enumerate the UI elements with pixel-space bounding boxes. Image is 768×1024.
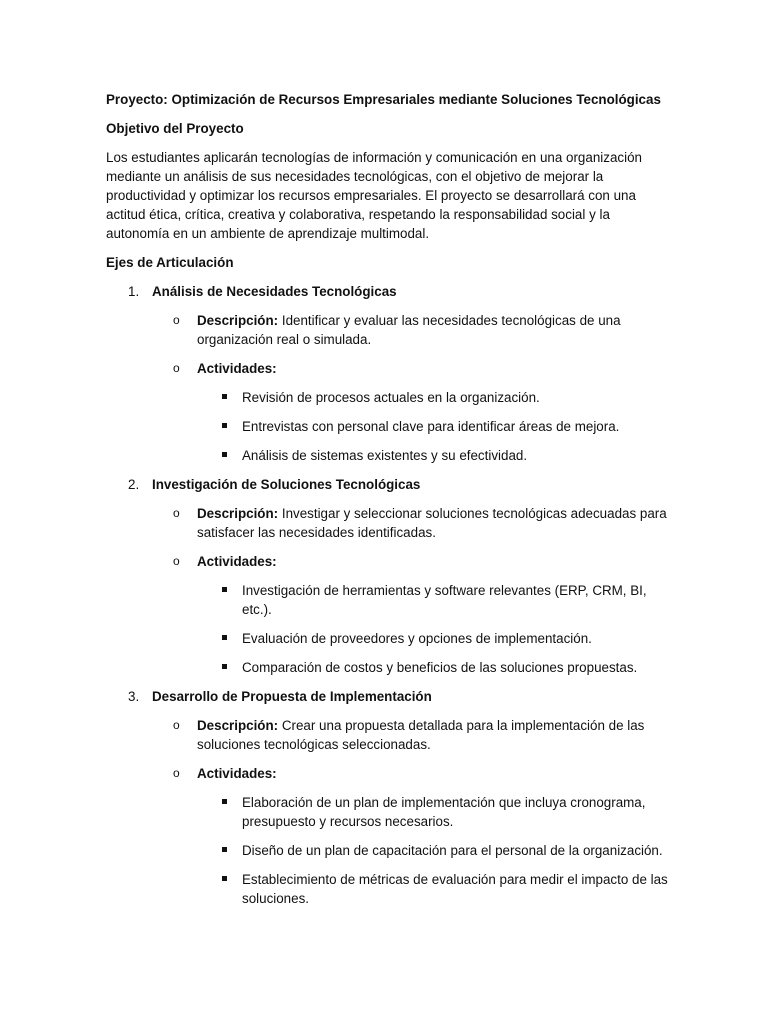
axis-item bbox=[106, 282, 668, 301]
square-bullet-icon bbox=[222, 587, 227, 592]
activity-text: Elaboración de un plan de implementación que incluya cronograma, presupuesto y recursos necesarios. bbox=[242, 795, 646, 829]
hollow-bullet-icon: o bbox=[173, 718, 180, 732]
activity-item bbox=[106, 658, 668, 677]
square-bullet-icon bbox=[222, 452, 227, 457]
hollow-bullet-icon: o bbox=[173, 361, 180, 375]
square-bullet-icon bbox=[222, 394, 227, 399]
activity-item bbox=[106, 870, 668, 908]
square-bullet-icon bbox=[222, 799, 227, 804]
activity-text: Entrevistas con personal clave para identificar áreas de mejora. bbox=[242, 419, 620, 434]
description-text: Identificar y evaluar las necesidades tecnológicas de una organización real o simulada. bbox=[197, 313, 621, 347]
axis-activities bbox=[106, 552, 668, 571]
description-label: Descripción: bbox=[197, 718, 279, 733]
description-text: Crear una propuesta detallada para la implementación de las soluciones tecnológicas seleccionadas. bbox=[197, 718, 645, 752]
activities-label: Actividades: bbox=[197, 554, 277, 569]
hollow-bullet-icon: o bbox=[173, 506, 180, 520]
activities-label: Actividades: bbox=[197, 766, 277, 781]
activities-label: Actividades: bbox=[197, 361, 277, 376]
axis-description bbox=[106, 716, 668, 754]
description-text: Investigar y seleccionar soluciones tecnológicas adecuadas para satisfacer las necesidades identificadas. bbox=[197, 506, 667, 540]
axis-title: Investigación de Soluciones Tecnológicas bbox=[152, 477, 421, 492]
axis-activities bbox=[106, 764, 668, 783]
activity-item bbox=[106, 581, 668, 619]
activity-text: Análisis de sistemas existentes y su efectividad. bbox=[242, 448, 528, 463]
activity-item bbox=[106, 793, 668, 831]
activity-item bbox=[106, 417, 668, 436]
axis-description bbox=[106, 504, 668, 542]
axis-number: 3. bbox=[128, 689, 140, 704]
hollow-bullet-icon: o bbox=[173, 554, 180, 568]
axis-title: Desarrollo de Propuesta de Implementación bbox=[152, 689, 432, 704]
activity-text: Comparación de costos y beneficios de las soluciones propuestas. bbox=[242, 660, 638, 675]
document-title: Proyecto: Optimización de Recursos Empresariales mediante Soluciones Tecnológicas bbox=[106, 92, 661, 107]
activity-text: Investigación de herramientas y software relevantes (ERP, CRM, BI, etc.). bbox=[242, 583, 647, 617]
activity-text: Establecimiento de métricas de evaluación para medir el impacto de las soluciones. bbox=[242, 872, 668, 906]
hollow-bullet-icon: o bbox=[173, 766, 180, 780]
axis-number: 2. bbox=[128, 477, 140, 492]
objective-text: Los estudiantes aplicarán tecnologías de información y comunicación en una organización mediante un análisis de sus necesidades tecnológicas, con el objetivo de mejorar la productividad y optimizar los recursos empresariales. El proyecto se desarrollará con una actitud ética, crítica, creativa y colaborativa, respetando la responsabilidad social y la autonomía en un ambiente de aprendizaje multimodal. bbox=[106, 150, 642, 241]
axis-number: 1. bbox=[128, 284, 140, 299]
square-bullet-icon bbox=[222, 664, 227, 669]
axis-title: Análisis de Necesidades Tecnológicas bbox=[152, 284, 397, 299]
square-bullet-icon bbox=[222, 876, 227, 881]
axes-heading: Ejes de Articulación bbox=[106, 255, 234, 270]
activity-item bbox=[106, 629, 668, 648]
square-bullet-icon bbox=[222, 635, 227, 640]
activity-item bbox=[106, 841, 668, 860]
activity-text: Diseño de un plan de capacitación para el personal de la organización. bbox=[242, 843, 663, 858]
activity-text: Evaluación de proveedores y opciones de implementación. bbox=[242, 631, 592, 646]
square-bullet-icon bbox=[222, 847, 227, 852]
activity-item bbox=[106, 388, 668, 407]
hollow-bullet-icon: o bbox=[173, 313, 180, 327]
axis-activities bbox=[106, 359, 668, 378]
axis-item bbox=[106, 475, 668, 494]
activity-text: Revisión de procesos actuales en la organización. bbox=[242, 390, 540, 405]
description-label: Descripción: bbox=[197, 313, 279, 328]
axis-description bbox=[106, 311, 668, 349]
square-bullet-icon bbox=[222, 423, 227, 428]
objective-heading: Objetivo del Proyecto bbox=[106, 121, 244, 136]
axis-item bbox=[106, 687, 668, 706]
activity-item bbox=[106, 446, 668, 465]
description-label: Descripción: bbox=[197, 506, 279, 521]
